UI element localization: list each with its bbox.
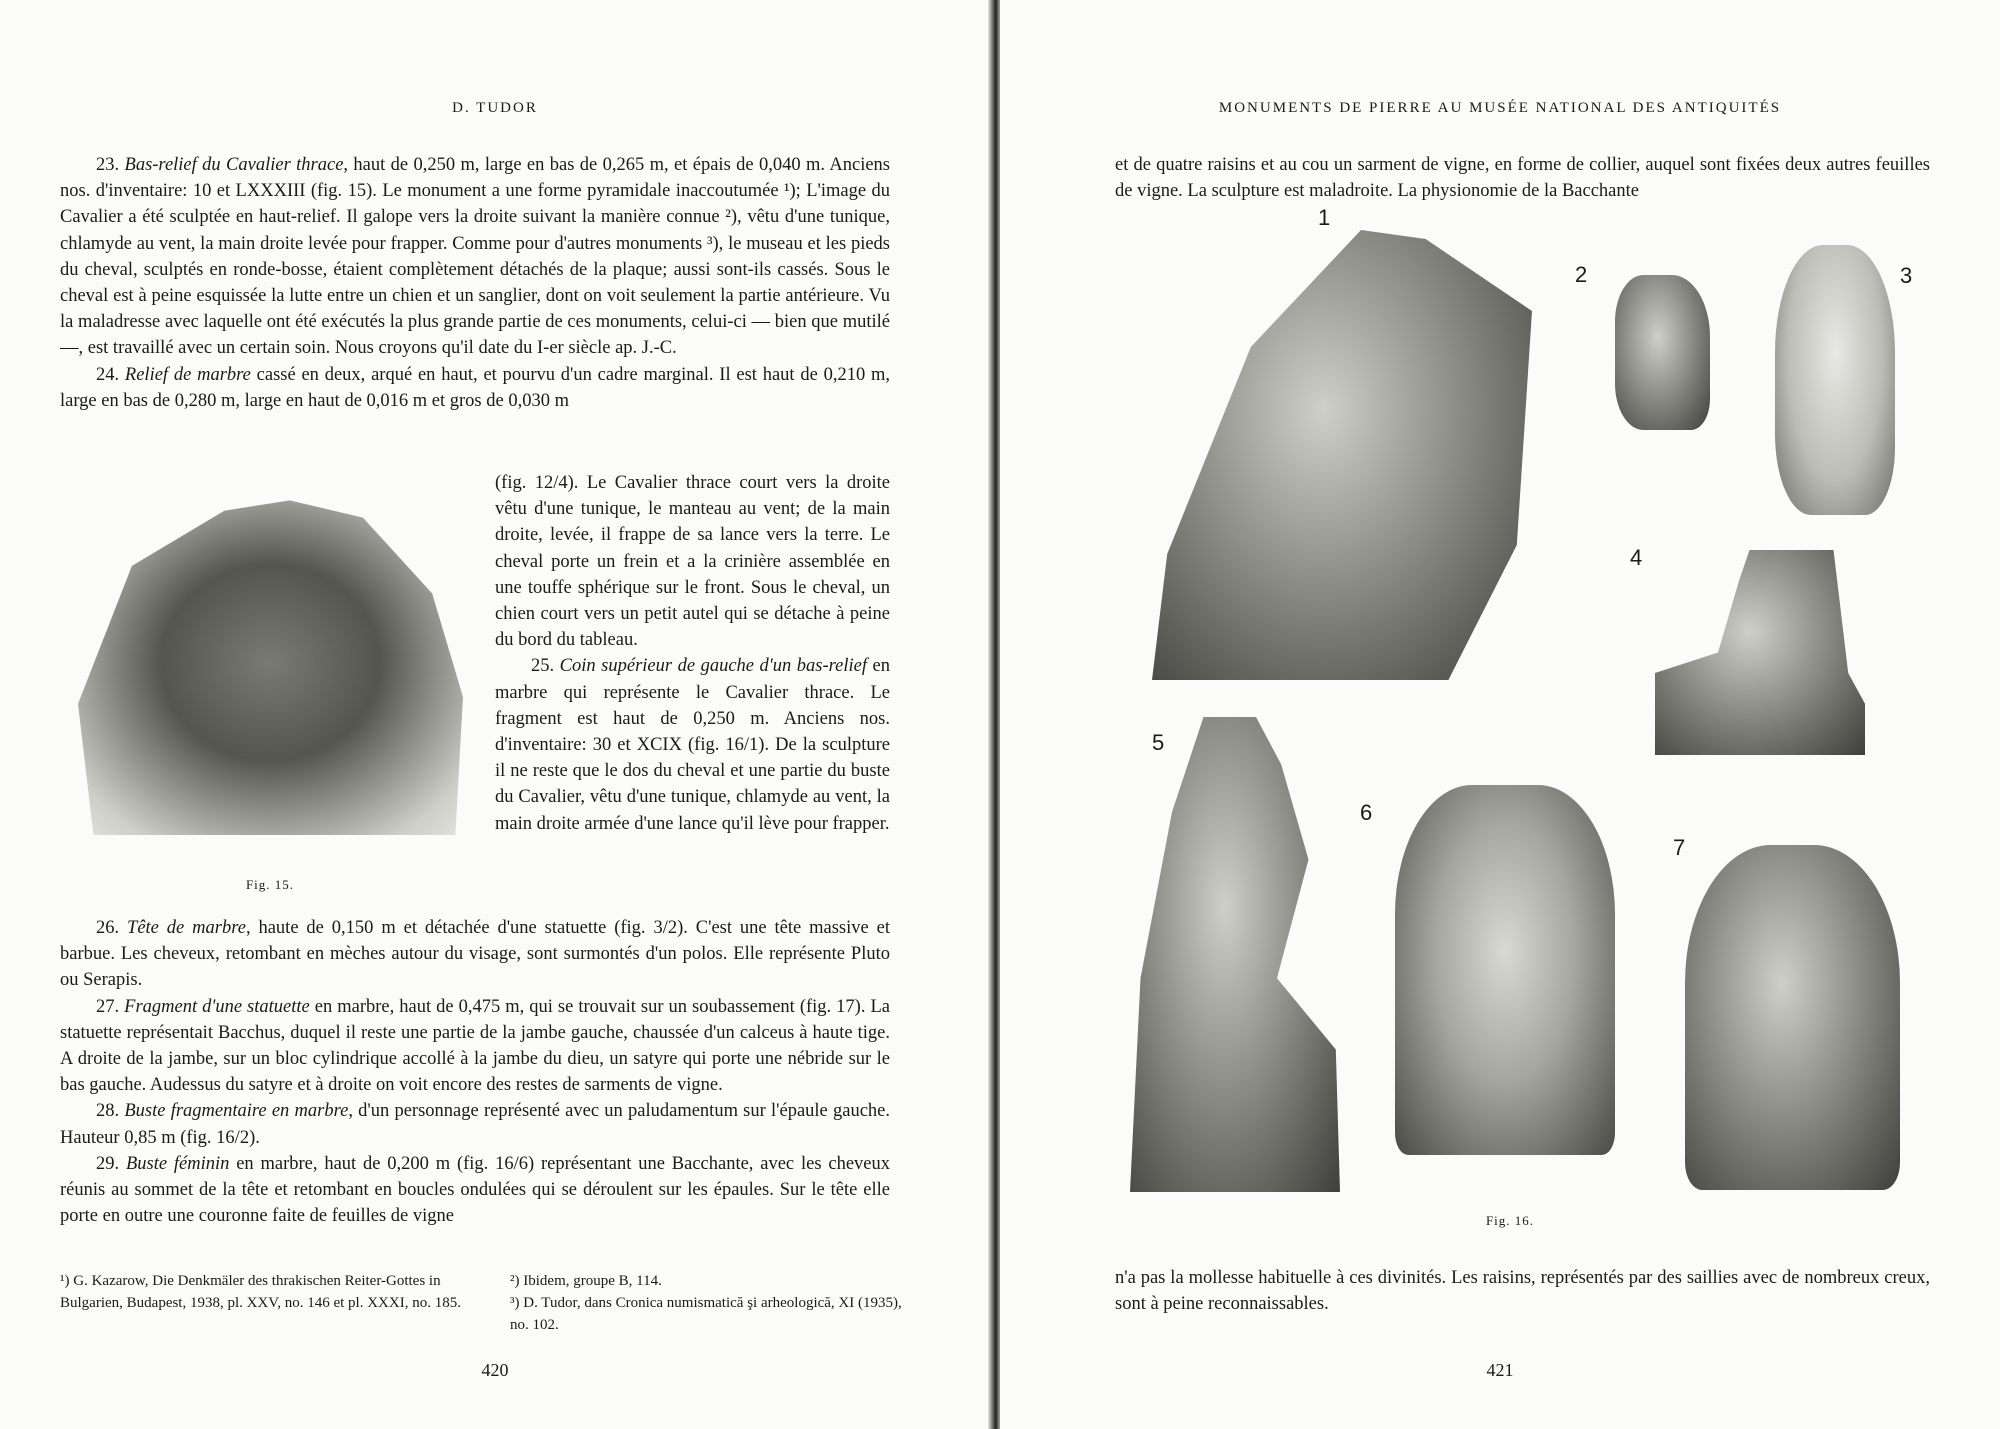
paragraph-body: , haute de 0,150 m et détachée d'une statuette (fig. 3/2). C'est une tête massive et barbue. Les cheveux, retombant en mèches autour du visage, sont surmontés d'un polos. Elle représente Pluto ou Serapis. [60,918,890,991]
paragraph-25 [495,653,890,836]
paragraph-title: Buste féminin [125,1153,230,1174]
footnote-1: ¹) G. Kazarow, Die Denkmäler des thrakischen Reiter-Gottes in Bulgarien, Budapest, 1938, pl. XXV, no. 146 et pl. XXXI, no. 185. [60,1273,461,1311]
paragraph-24-cont: (fig. 12/4). Le Cavalier thrace court vers la droite vêtu d'une tunique, le manteau au vent; de la main droite, levée, il frappe de sa lance vers la terre. Le cheval porte un frein et a la crinière assemblée en une touffe sphérique sur le front. Sous le cheval, un chien court vers un petit autel qui se détache à peine du bord du tableau. [495,473,890,651]
paragraph-27 [60,994,890,1099]
figure-number-7: 7 [1673,835,1686,860]
fragment-4-photo [1655,550,1865,755]
running-head-right: MONUMENTS DE PIERRE AU MUSÉE NATIONAL DES ANTIQUITÉS [1218,100,1782,116]
folio-right: 421 [1486,1360,1514,1380]
paragraph-number: 25. [531,656,555,677]
footnotes-col-left [60,1270,470,1314]
fragment-5-photo [1130,717,1340,1192]
figure-number-5: 5 [1152,730,1165,755]
right-page [1000,0,2000,1429]
paragraph-title: Fragment d'une statuette [124,996,310,1017]
figure-16-caption: Fig. 16. [1485,1213,1535,1228]
paragraph-29-cont: et de quatre raisins et au cou un sarment de vigne, en forme de collier, auquel sont fixées deux autres feuilles de vigne. La sculpture est maladroite. La physionomie de la Bacchante [1115,155,1930,202]
figure-16-plate [1130,205,1930,1225]
text-block-lower [60,915,890,1229]
paragraph-number: 28. [96,1101,120,1122]
paragraph-23 [60,152,890,362]
folio-left: 420 [481,1360,509,1380]
fragment-2-photo [1615,275,1710,430]
running-head-left: D. TUDOR [452,100,538,116]
paragraph-28 [60,1098,890,1150]
figure-number-2: 2 [1575,262,1588,287]
footnote-2: ²) Ibidem, groupe B, 114. [510,1273,662,1289]
figure-number-4: 4 [1630,545,1643,570]
fragment-1-photo [1152,230,1532,680]
figure-number-3: 3 [1900,263,1913,288]
fragment-3-photo [1775,245,1895,515]
text-block-right-top [1115,152,1930,204]
paragraph-body: cassé en deux, arqué en haut, et pourvu d'un cadre marginal. Il est haut de 0,210 m, large en bas de 0,280 m, large en haut de 0,016 m et gros de 0,030 m [60,364,891,411]
paragraph-number: 26. [96,918,120,938]
footnote-3: ³) D. Tudor, dans Cronica numismatică şi arheologică, XI (1935), no. 102. [510,1295,902,1333]
footnotes-col-right [510,1270,920,1336]
paragraph-body: , haut de 0,250 m, large en bas de 0,265 m, et épais de 0,040 m. Anciens nos. d'inventaire: 10 et LXXXIII (fig. 15). Le monument a une forme pyramidale inaccoutumée ¹); L'image du Cavalier a été sculptée en haut-relief. Il galope vers la droite suivant la manière connue ²), vêtu d'une tunique, chlamyde au vent, la main droite levée pour frapper. Comme pour d'autres monuments ³), le museau et les pieds du cheval, sculptés en ronde-bosse, étaient complètement détachés de la plaque; aussi sont-ils cassés. Sous le cheval est à peine esquissée la lutte entre un chien et un sanglier, dont on voit seulement la partie antérieure. Vu la maladresse avec laquelle ont été exécutés la plus grande partie de ces monuments, celui-ci — bien que mutilé —, est travaillé avec un certain soin. Nous croyons qu'il date du I-er siècle ap. J.-C. [60,155,890,359]
paragraph-29 [60,1151,890,1230]
figure-15-photo [78,490,463,835]
paragraph-title: Tête de marbre [127,918,246,938]
paragraph-title: Bas-relief du Cavalier thrace [124,155,344,175]
paragraph-body: en marbre, haut de 0,200 m (fig. 16/6) représentant une Bacchante, avec les cheveux réunis au sommet de la tête et retombant en boucles ondulées qui se déroulent sur les épaules. Sur le tête elle porte en outre une couronne faite de feuilles de vigne [60,1153,890,1227]
figure-15-caption: Fig. 15. [245,877,295,892]
paragraph-body: en marbre, haut de 0,475 m, qui se trouvait sur un soubassement (fig. 17). La statuette représentait Bacchus, duquel il reste une partie de la jambe gauche, chaussée d'un calceus à haute tige. A droite de la jambe, sur un bloc cylindrique accollé à la jambe du dieu, un satyre qui porte une nébride sur le bas gauche. Audessus du satyre et à droite on voit encore des restes de sarments de vigne. [60,996,890,1096]
paragraph-number: 24. [96,364,120,385]
paragraph-number: 29. [96,1153,120,1174]
fragment-7-photo [1685,845,1900,1190]
figure-number-6: 6 [1360,800,1373,825]
left-page [0,0,990,1429]
text-block-top [60,152,890,414]
paragraph-number: 23. [96,155,120,175]
paragraph-body: , d'un personnage représenté avec un paludamentum sur l'épaule gauche. Hauteur 0,85 m (fig. 16/2). [60,1101,891,1148]
paragraph-title: Coin supérieur de gauche d'un bas-relief [559,656,867,677]
paragraph-24 [60,362,890,414]
text-block-wrap [495,470,890,837]
figure-number-1: 1 [1318,205,1331,230]
paragraph-title: Buste fragmentaire en marbre [124,1101,349,1122]
paragraph-body: en marbre qui représente le Cavalier thrace. Le fragment est haut de 0,250 m. Anciens nos. d'inventaire: 30 et XCIX (fig. 16/1). De la sculpture il ne reste que le dos du cheval et une partie du buste du Cavalier, vêtu d'une tunique, chlamyde au vent, la main droite armée d'une lance qu'il lève pour frapper. [495,656,890,834]
paragraph-29-end: n'a pas la mollesse habituelle à ces divinités. Les raisins, représentés par des saillies avec de nombreux creux, sont à peine reconnaissables. [1115,1268,1930,1315]
fragment-6-photo [1395,785,1615,1155]
text-block-right-bottom [1115,1265,1930,1317]
paragraph-title: Relief de marbre [124,364,251,385]
paragraph-26 [60,915,890,994]
paragraph-number: 27. [96,996,120,1017]
